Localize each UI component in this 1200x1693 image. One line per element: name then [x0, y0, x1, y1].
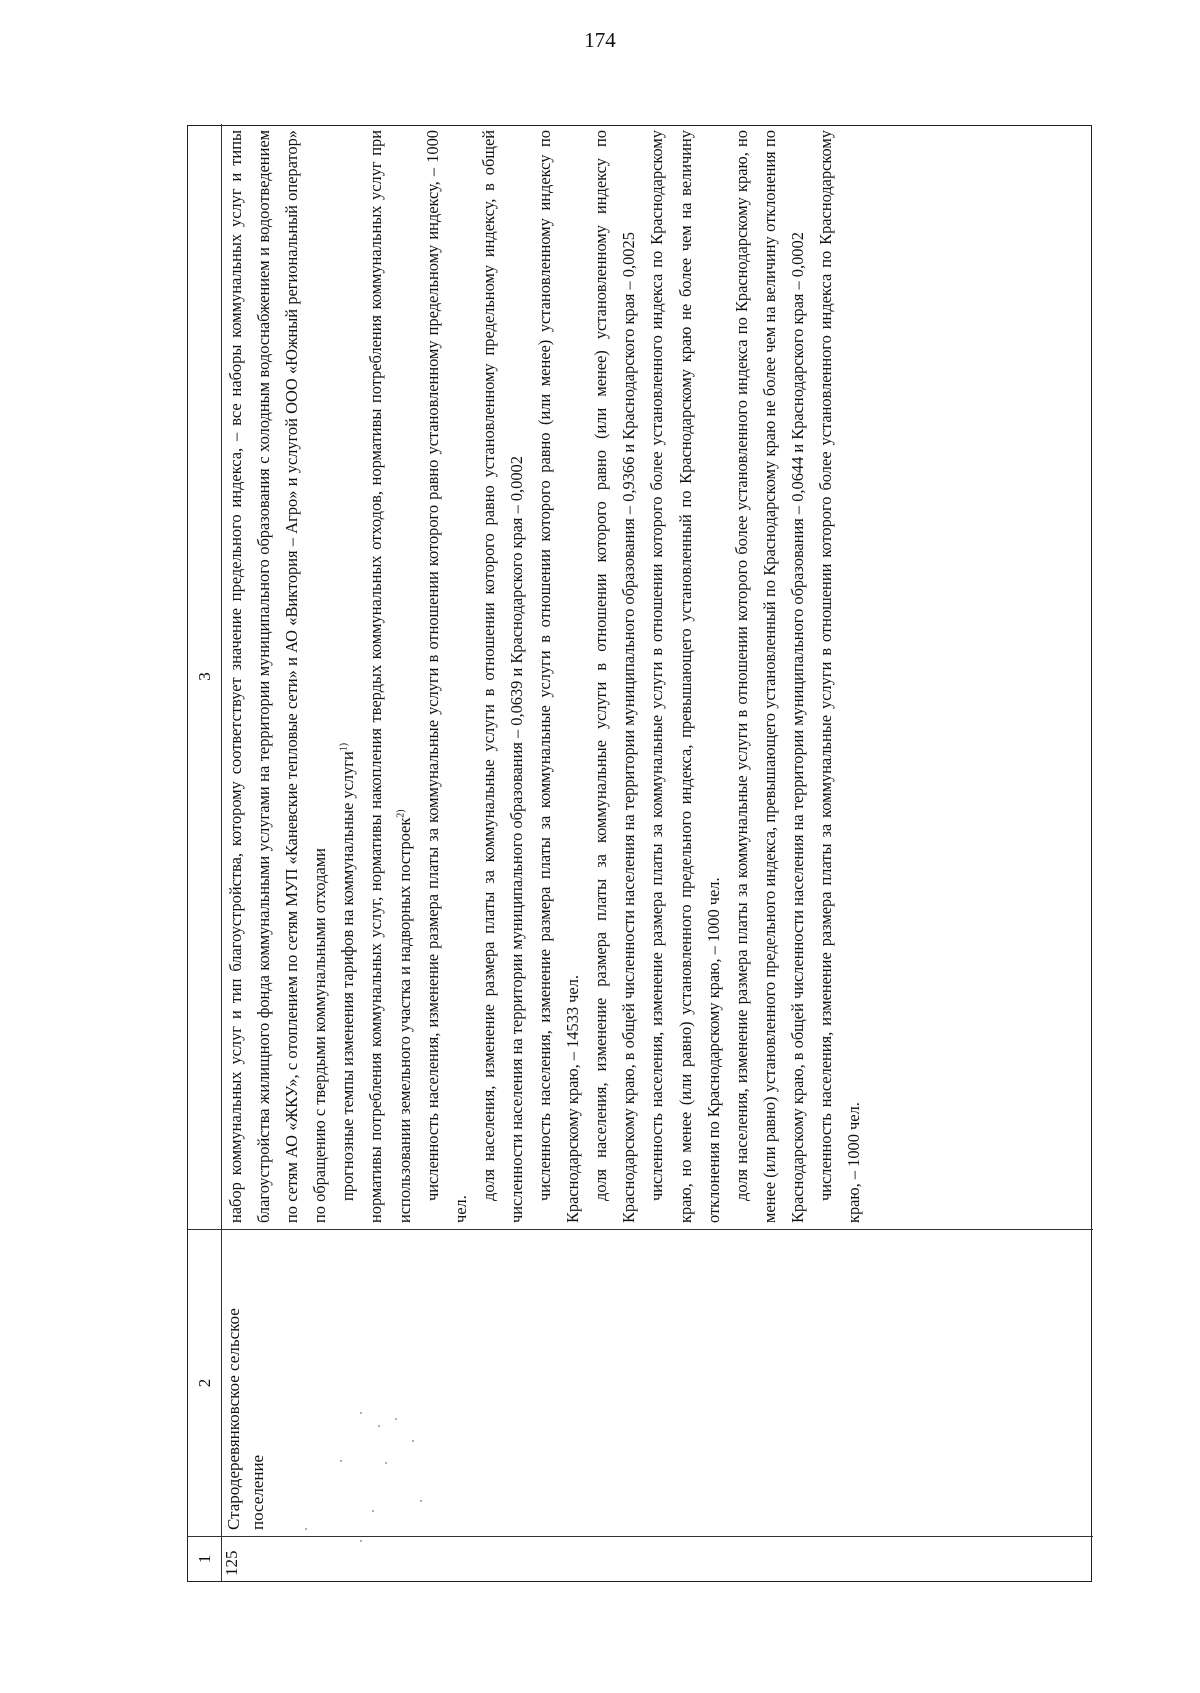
paragraph-indicator: численность населения, изменение размера платы за коммунальные услуги в отношении которого равно (или менее) установленному индексу по Краснодарскому краю, – 14533 чел.	[535, 130, 583, 1223]
column-header-3: 3	[188, 124, 222, 1229]
row-number: 125	[222, 1536, 1093, 1581]
paragraph-indicator: доля населения, изменение размера платы за коммунальные услуги в отношении которого более установленного индекса по Краснодарскому краю, но менее (или равно) установленного предельного индекса, превышающего установленный по Краснодарскому краю не более чем на величину отклонения по Краснодарскому краю, в общей численности населения на территории муниципального образования – 0,0644 и Краснодарского края – 0,0002	[731, 130, 807, 1223]
page-number: 174	[584, 28, 616, 52]
paragraph-indicator: доля населения, изменение размера платы за коммунальные услуги в отношении которого равно установленному предельному индексу, в общей численности населения на территории муниципального образования – 0,0639 и Краснодарского края – 0,0002	[478, 130, 526, 1223]
paragraph-indicator: нормативы потребления коммунальных услуг, нормативы накопления твердых коммунальных отходов, нормативы потребления коммунальных услуг при использовании земельного участка и надворных построек$^{2)}$	[366, 130, 414, 1223]
paragraph-indicator: прогнозные темпы изменения тарифов на коммунальные услуги$^{1)}$	[338, 742, 358, 1201]
paragraph-indicator: численность населения, изменение размера платы за коммунальные услуги в отношении которого равно установленному предельному индексу, – 1000 чел.	[422, 130, 470, 1223]
data-table	[187, 125, 1092, 1582]
indicators-cell	[222, 124, 1093, 1229]
paragraph-indicator: набор коммунальных услуг и тип благоустройства, которому соответствует значение предельного индекса, – все наборы коммунальных услуг и типы благоустройства жилищного фонда коммунальными услугами на территории муниципального образования с холодным водоснабжением и водоотведением по сетям АО «ЖКУ», с отоплением по сетям МУП «Каневские тепловые сети» и АО «Виктория – Агро» и услугой ООО «Южный региональный оператор» по обращению с твердыми коммунальными отходами	[226, 130, 330, 1223]
paragraph-indicator: численность населения, изменение размера платы за коммунальные услуги в отношении которого более установленного индекса по Краснодарскому краю, – 1000 чел.	[815, 130, 864, 1223]
column-header-2: 2	[188, 1229, 222, 1536]
paragraph-indicator: численность населения, изменение размера платы за коммунальные услуги в отношении которого более установленного индекса по Краснодарскому краю, но менее (или равно) установленного предельного индекса, превышающего установленный по Краснодарскому краю не более чем на величину отклонения по Краснодарскому краю, – 1000 чел.	[647, 130, 723, 1223]
paragraph-indicator: доля населения, изменение размера платы за коммунальные услуги в отношении которого равно (или менее) установленному индексу по Краснодарскому краю, в общей численности населения на территории муниципального образования – 0,9366 и Краснодарского края – 0,0025	[591, 130, 639, 1223]
settlement-name: Стародеревянковское сельское поселение	[222, 1229, 1093, 1536]
table-container	[187, 125, 1092, 1582]
column-header-1: 1	[188, 1536, 222, 1581]
